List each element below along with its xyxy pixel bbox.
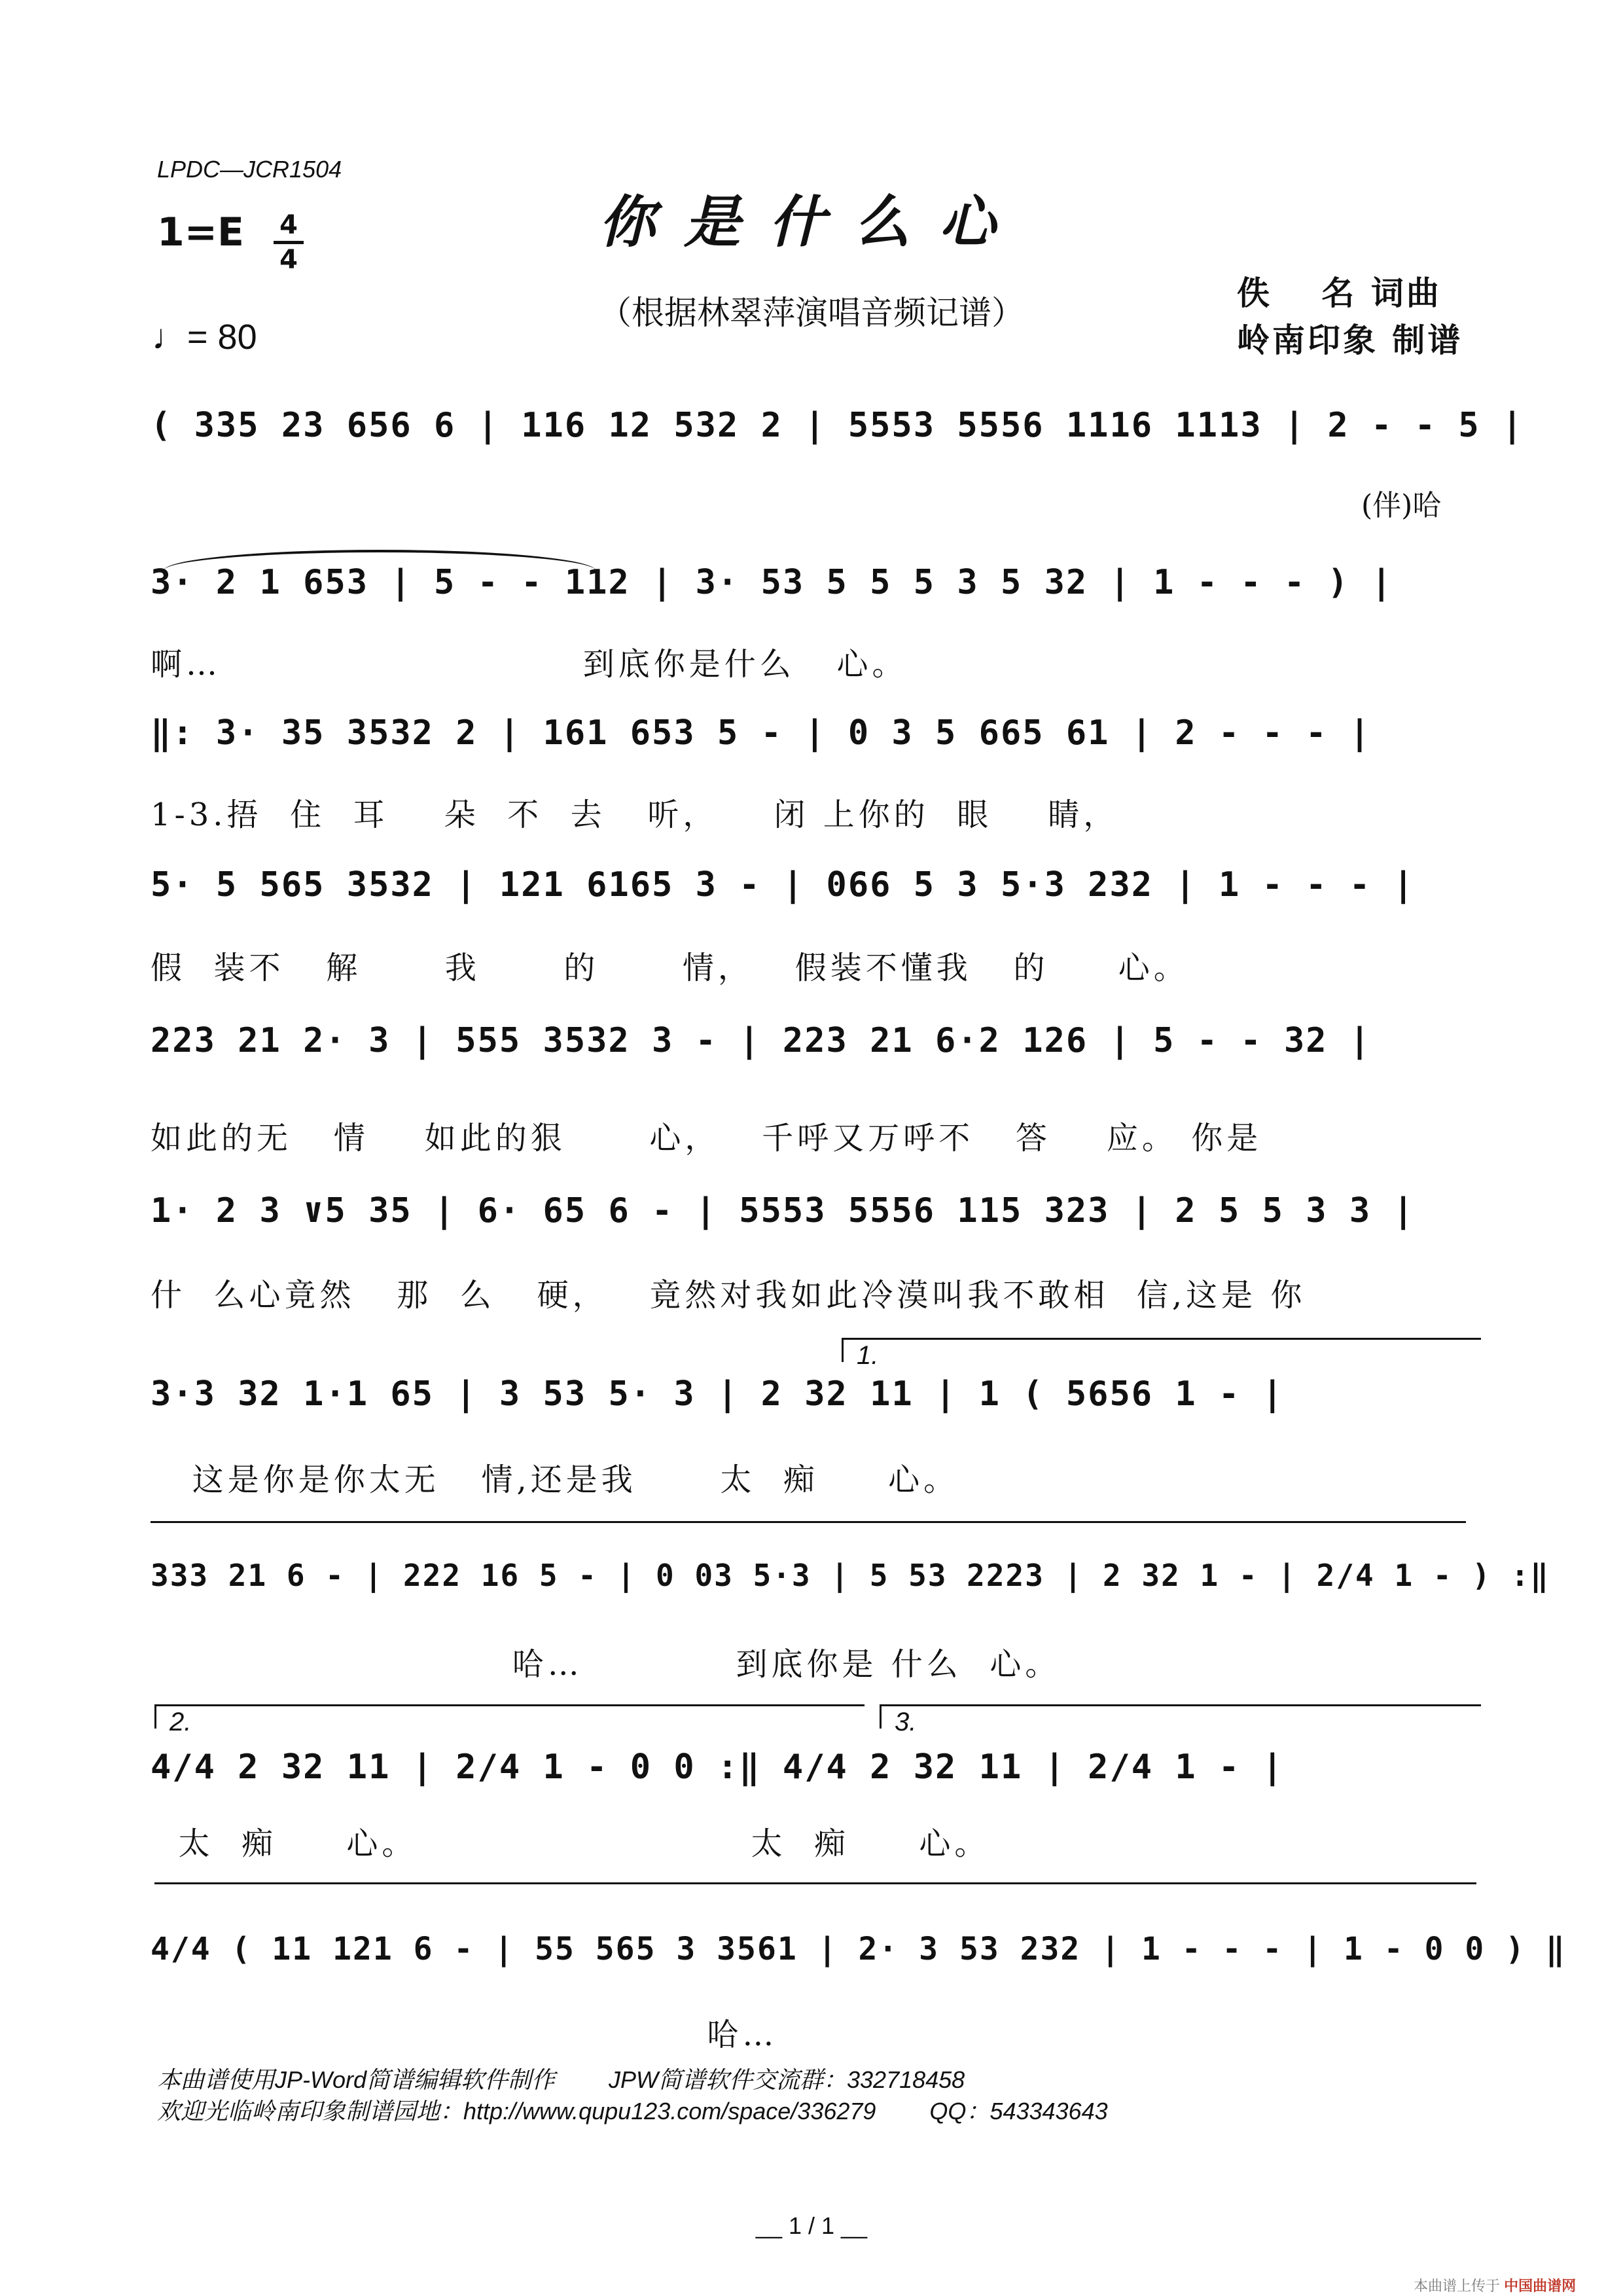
volta-1 — [842, 1338, 1481, 1370]
notation-line: 1· 2 3 ∨5 35 | 6· 65 6 - | 5553 5556 115 323 | 2 5 5 3 3 | — [151, 1191, 1415, 1230]
catalog-number: LPDC—JCR1504 — [157, 156, 342, 183]
volta-3 — [880, 1704, 1481, 1736]
time-bottom: 4 — [279, 245, 298, 275]
notation-line: 223 21 2· 3 | 555 3532 3 - | 223 21 6·2 126 | 5 - - 32 | — [151, 1021, 1372, 1060]
score-row-10 — [151, 1931, 1566, 2003]
volta-label: 2. — [169, 1708, 192, 1736]
song-title: 你是什么心 — [599, 189, 1024, 255]
accompaniment-cue: (伴)哈 — [1361, 489, 1442, 522]
lyric-line: 假 装不 解 我 的 情， 假装不懂我 的 心。 — [151, 950, 1189, 986]
subtitle: （根据林翠萍演唱音频记谱） — [599, 294, 1024, 332]
score-row-4 — [151, 865, 1479, 937]
notation-line: 4/4 2 32 11 | 2/4 1 - 0 0 :‖ 4/4 2 32 11 | 2/4 1 - | — [151, 1748, 1284, 1787]
score-row-7 — [151, 1374, 1479, 1446]
notation-line: ( 335 23 656 6 | 116 12 532 2 | 5553 5556 1116 1113 | 2 - - 5 | — [151, 406, 1524, 445]
score-row-6 — [151, 1191, 1479, 1263]
notation-line: 5· 5 565 3532 | 121 6165 3 - | 066 5 3 5·3 232 | 1 - - - | — [151, 865, 1415, 905]
score-row-2 — [151, 563, 1479, 635]
footer-software: 本曲谱使用JP-Word简谱编辑软件制作 JPW简谱软件交流群：332718458 — [157, 2066, 965, 2093]
score-row-5 — [151, 1021, 1479, 1093]
notation-line: 3· 2 1 653 | 5 - - 112 | 3· 53 5 5 5 3 5 32 | 1 - - - ) | — [151, 563, 1393, 602]
volta-2 — [154, 1704, 865, 1736]
score-row-3 — [151, 713, 1479, 785]
volta-label: 1. — [857, 1341, 879, 1370]
lyric-line: 哈… 到底你是 什么 心。 — [151, 1646, 1061, 1683]
credit-lyrics-music: 佚 名 词曲 — [1237, 274, 1442, 312]
lyric-line: 如此的无 情 如此的狠 心， 千呼又万呼不 答 应。 你是 — [151, 1120, 1262, 1157]
tempo-marking: ♩= 80 — [152, 317, 257, 357]
page-number: __ 1 / 1 __ — [755, 2212, 868, 2239]
volta-label: 3. — [895, 1708, 917, 1736]
lyric-line: 太 痴 心。 太 痴 心。 — [151, 1825, 990, 1862]
notation-line: 4/4 ( 11 121 6 - | 55 565 3 3561 | 2· 3 53 232 | 1 - - - | 1 - 0 0 ) ‖ — [151, 1931, 1566, 1967]
lyric-line: 啊… 到底你是什么 心。 — [151, 646, 908, 683]
watermark-prefix: 本曲谱上传于 — [1414, 2278, 1501, 2294]
footer-website: 欢迎光临岭南印象制谱园地：http://www.qupu123.com/space/336279 QQ：543343643 — [157, 2098, 1108, 2125]
time-top: 4 — [279, 210, 298, 240]
lyric-line: 1-3.捂 住 耳 朵 不 去 听， 闭 上你的 眼 睛， — [151, 797, 1119, 833]
time-signature — [274, 211, 304, 274]
notation-line: 333 21 6 - | 222 16 5 - | 0 03 5·3 | 5 53 2223 | 2 32 1 - | 2/4 1 - ) :‖ — [151, 1558, 1550, 1593]
credit-score: 岭南印象 制谱 — [1237, 321, 1463, 359]
lyric-line: 这是你是你太无 情,还是我 太 痴 心。 — [151, 1462, 959, 1498]
site-watermark — [1414, 2275, 1576, 2295]
key-signature: 1=E — [157, 209, 245, 255]
score-row-8 — [151, 1558, 1550, 1630]
lyric-line: 哈… — [151, 2017, 778, 2053]
score-row-9 — [151, 1748, 1479, 1820]
lyric-line: 什 么心竟然 那 么 硬， 竟然对我如此冷漠叫我不敢相 信,这是 你 — [151, 1277, 1306, 1314]
watermark-site: 中国曲谱网 — [1504, 2278, 1577, 2294]
score-row-1 — [151, 406, 1524, 478]
notation-line: 3·3 32 1·1 65 | 3 53 5· 3 | 2 32 11 | 1 ( 5656 1 - | — [151, 1374, 1284, 1414]
top-rule — [154, 1882, 1476, 1884]
notation-line: ‖: 3· 35 3532 2 | 161 653 5 - | 0 3 5 665 61 | 2 - - - | — [151, 713, 1372, 753]
volta-1-continuation — [151, 1521, 1466, 1523]
